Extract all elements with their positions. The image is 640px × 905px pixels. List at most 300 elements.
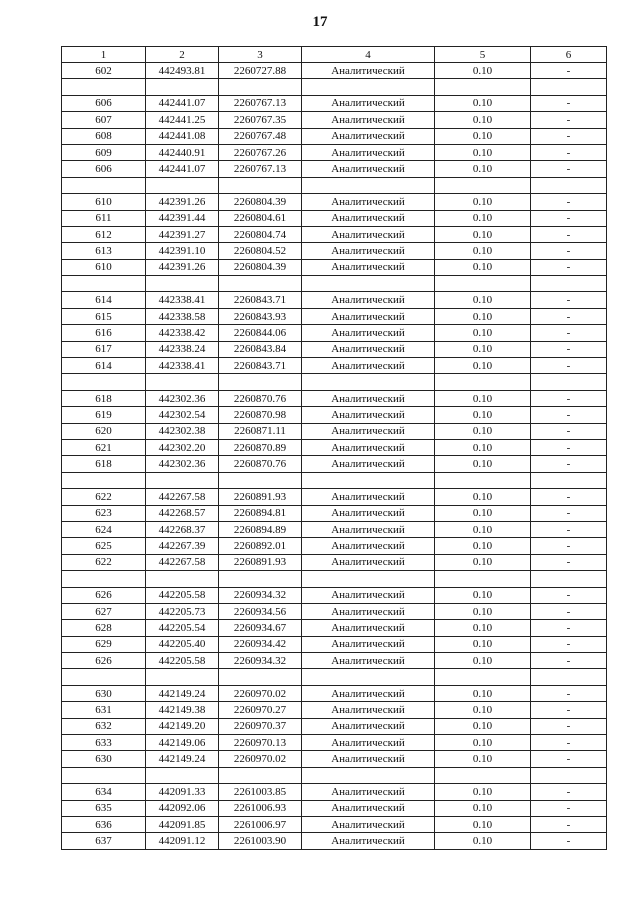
point-number-cell: 635	[62, 800, 146, 816]
x-coordinate-cell: 442268.57	[146, 505, 219, 521]
table-row	[62, 144, 607, 160]
accuracy-cell: 0.10	[435, 653, 531, 669]
accuracy-cell	[435, 669, 531, 685]
y-coordinate-cell: 2260843.84	[219, 341, 302, 357]
x-coordinate-cell: 442268.37	[146, 521, 219, 537]
method-cell: Аналитический	[302, 308, 435, 324]
note-cell	[531, 79, 607, 95]
y-coordinate-cell: 2261003.90	[219, 833, 302, 849]
x-coordinate-cell: 442205.40	[146, 636, 219, 652]
note-cell: -	[531, 636, 607, 652]
point-number-cell	[62, 374, 146, 390]
note-cell: -	[531, 554, 607, 570]
note-cell: -	[531, 112, 607, 128]
note-cell: -	[531, 521, 607, 537]
x-coordinate-cell: 442205.58	[146, 587, 219, 603]
accuracy-cell	[435, 472, 531, 488]
method-cell: Аналитический	[302, 505, 435, 521]
point-number-cell: 606	[62, 161, 146, 177]
accuracy-cell: 0.10	[435, 702, 531, 718]
table-row	[62, 800, 607, 816]
point-number-cell: 625	[62, 538, 146, 554]
accuracy-cell: 0.10	[435, 292, 531, 308]
note-cell: -	[531, 95, 607, 111]
method-cell: Аналитический	[302, 144, 435, 160]
header-row	[62, 47, 607, 63]
y-coordinate-cell: 2260970.27	[219, 702, 302, 718]
method-cell: Аналитический	[302, 112, 435, 128]
note-cell: -	[531, 718, 607, 734]
note-cell: -	[531, 292, 607, 308]
table-row	[62, 521, 607, 537]
point-number-cell	[62, 79, 146, 95]
table-row	[62, 210, 607, 226]
point-number-cell: 632	[62, 718, 146, 734]
y-coordinate-cell: 2260843.93	[219, 308, 302, 324]
note-cell: -	[531, 259, 607, 275]
note-cell: -	[531, 161, 607, 177]
method-cell: Аналитический	[302, 341, 435, 357]
x-coordinate-cell	[146, 767, 219, 783]
note-cell	[531, 767, 607, 783]
point-number-cell	[62, 472, 146, 488]
accuracy-cell: 0.10	[435, 112, 531, 128]
x-coordinate-cell: 442302.36	[146, 390, 219, 406]
table-row	[62, 128, 607, 144]
note-cell	[531, 374, 607, 390]
y-coordinate-cell: 2260804.39	[219, 194, 302, 210]
accuracy-cell: 0.10	[435, 407, 531, 423]
point-number-cell: 628	[62, 620, 146, 636]
y-coordinate-cell	[219, 374, 302, 390]
table-row	[62, 423, 607, 439]
method-cell: Аналитический	[302, 538, 435, 554]
x-coordinate-cell: 442302.38	[146, 423, 219, 439]
accuracy-cell	[435, 79, 531, 95]
accuracy-cell: 0.10	[435, 226, 531, 242]
accuracy-cell: 0.10	[435, 505, 531, 521]
note-cell: -	[531, 538, 607, 554]
accuracy-cell: 0.10	[435, 816, 531, 832]
x-coordinate-cell	[146, 276, 219, 292]
note-cell: -	[531, 833, 607, 849]
note-cell: -	[531, 128, 607, 144]
x-coordinate-cell	[146, 669, 219, 685]
method-cell: Аналитический	[302, 95, 435, 111]
note-cell: -	[531, 751, 607, 767]
note-cell	[531, 669, 607, 685]
method-cell	[302, 472, 435, 488]
note-cell: -	[531, 685, 607, 701]
note-cell: -	[531, 784, 607, 800]
method-cell: Аналитический	[302, 161, 435, 177]
accuracy-cell	[435, 374, 531, 390]
y-coordinate-cell: 2260804.74	[219, 226, 302, 242]
x-coordinate-cell: 442267.58	[146, 554, 219, 570]
x-coordinate-cell: 442391.44	[146, 210, 219, 226]
note-cell: -	[531, 226, 607, 242]
table-row	[62, 390, 607, 406]
accuracy-cell: 0.10	[435, 489, 531, 505]
y-coordinate-cell: 2260843.71	[219, 358, 302, 374]
x-coordinate-cell: 442205.58	[146, 653, 219, 669]
x-coordinate-cell: 442302.36	[146, 456, 219, 472]
table-row	[62, 226, 607, 242]
table-row	[62, 833, 607, 849]
table-row	[62, 112, 607, 128]
note-cell: -	[531, 505, 607, 521]
x-coordinate-cell: 442267.39	[146, 538, 219, 554]
y-coordinate-cell: 2260934.56	[219, 603, 302, 619]
method-cell	[302, 767, 435, 783]
x-coordinate-cell: 442267.58	[146, 489, 219, 505]
y-coordinate-cell: 2260767.26	[219, 144, 302, 160]
table-row	[62, 358, 607, 374]
method-cell: Аналитический	[302, 718, 435, 734]
method-cell	[302, 79, 435, 95]
note-cell: -	[531, 439, 607, 455]
point-number-cell: 633	[62, 735, 146, 751]
x-coordinate-cell	[146, 374, 219, 390]
point-number-cell: 610	[62, 194, 146, 210]
note-cell: -	[531, 63, 607, 79]
y-coordinate-cell: 2260892.01	[219, 538, 302, 554]
accuracy-cell: 0.10	[435, 341, 531, 357]
table-row	[62, 554, 607, 570]
point-number-cell: 630	[62, 685, 146, 701]
table-row	[62, 407, 607, 423]
x-coordinate-cell: 442092.06	[146, 800, 219, 816]
accuracy-cell: 0.10	[435, 587, 531, 603]
y-coordinate-cell: 2261006.97	[219, 816, 302, 832]
table-row	[62, 718, 607, 734]
note-cell: -	[531, 653, 607, 669]
x-coordinate-cell: 442440.91	[146, 144, 219, 160]
point-number-cell: 618	[62, 456, 146, 472]
accuracy-cell: 0.10	[435, 95, 531, 111]
method-cell: Аналитический	[302, 554, 435, 570]
accuracy-cell	[435, 571, 531, 587]
point-number-cell: 623	[62, 505, 146, 521]
method-cell	[302, 571, 435, 587]
accuracy-cell: 0.10	[435, 554, 531, 570]
method-cell: Аналитический	[302, 685, 435, 701]
accuracy-cell: 0.10	[435, 800, 531, 816]
x-coordinate-cell	[146, 177, 219, 193]
table-row	[62, 505, 607, 521]
point-number-cell: 626	[62, 653, 146, 669]
accuracy-cell: 0.10	[435, 456, 531, 472]
table-row	[62, 620, 607, 636]
y-coordinate-cell: 2260970.02	[219, 751, 302, 767]
point-number-cell: 622	[62, 554, 146, 570]
x-coordinate-cell: 442391.26	[146, 259, 219, 275]
method-cell: Аналитический	[302, 63, 435, 79]
accuracy-cell: 0.10	[435, 128, 531, 144]
column-header: 6	[531, 47, 607, 63]
x-coordinate-cell: 442149.20	[146, 718, 219, 734]
accuracy-cell: 0.10	[435, 439, 531, 455]
x-coordinate-cell: 442338.42	[146, 325, 219, 341]
method-cell: Аналитический	[302, 833, 435, 849]
y-coordinate-cell: 2260804.61	[219, 210, 302, 226]
point-number-cell: 610	[62, 259, 146, 275]
x-coordinate-cell: 442149.24	[146, 751, 219, 767]
point-number-cell: 602	[62, 63, 146, 79]
point-number-cell: 621	[62, 439, 146, 455]
x-coordinate-cell: 442441.07	[146, 161, 219, 177]
x-coordinate-cell	[146, 571, 219, 587]
note-cell: -	[531, 308, 607, 324]
y-coordinate-cell: 2260767.13	[219, 95, 302, 111]
accuracy-cell: 0.10	[435, 538, 531, 554]
x-coordinate-cell: 442091.12	[146, 833, 219, 849]
note-cell: -	[531, 423, 607, 439]
x-coordinate-cell: 442391.10	[146, 243, 219, 259]
table-row	[62, 767, 607, 783]
method-cell: Аналитический	[302, 489, 435, 505]
column-header: 2	[146, 47, 219, 63]
note-cell	[531, 276, 607, 292]
table-row	[62, 816, 607, 832]
method-cell: Аналитический	[302, 751, 435, 767]
note-cell: -	[531, 194, 607, 210]
point-number-cell: 616	[62, 325, 146, 341]
x-coordinate-cell: 442338.41	[146, 358, 219, 374]
point-number-cell	[62, 767, 146, 783]
y-coordinate-cell: 2260871.11	[219, 423, 302, 439]
y-coordinate-cell	[219, 669, 302, 685]
page-number: 17	[312, 14, 328, 30]
point-number-cell: 607	[62, 112, 146, 128]
x-coordinate-cell: 442338.58	[146, 308, 219, 324]
y-coordinate-cell: 2261003.85	[219, 784, 302, 800]
x-coordinate-cell: 442302.20	[146, 439, 219, 455]
note-cell	[531, 571, 607, 587]
table-row	[62, 685, 607, 701]
x-coordinate-cell: 442205.54	[146, 620, 219, 636]
method-cell: Аналитический	[302, 210, 435, 226]
y-coordinate-cell: 2260844.06	[219, 325, 302, 341]
method-cell	[302, 276, 435, 292]
note-cell: -	[531, 735, 607, 751]
point-number-cell: 624	[62, 521, 146, 537]
y-coordinate-cell	[219, 571, 302, 587]
table-row	[62, 603, 607, 619]
y-coordinate-cell: 2260934.32	[219, 653, 302, 669]
y-coordinate-cell: 2260767.48	[219, 128, 302, 144]
y-coordinate-cell: 2260870.76	[219, 390, 302, 406]
column-header: 1	[62, 47, 146, 63]
point-number-cell: 609	[62, 144, 146, 160]
method-cell: Аналитический	[302, 816, 435, 832]
table-row	[62, 341, 607, 357]
table-row	[62, 161, 607, 177]
y-coordinate-cell: 2260970.13	[219, 735, 302, 751]
method-cell: Аналитический	[302, 587, 435, 603]
accuracy-cell: 0.10	[435, 259, 531, 275]
method-cell: Аналитический	[302, 194, 435, 210]
point-number-cell: 620	[62, 423, 146, 439]
note-cell	[531, 472, 607, 488]
point-number-cell: 634	[62, 784, 146, 800]
point-number-cell: 608	[62, 128, 146, 144]
accuracy-cell: 0.10	[435, 144, 531, 160]
method-cell	[302, 177, 435, 193]
accuracy-cell: 0.10	[435, 308, 531, 324]
table-row	[62, 276, 607, 292]
accuracy-cell: 0.10	[435, 603, 531, 619]
point-number-cell: 627	[62, 603, 146, 619]
y-coordinate-cell: 2260891.93	[219, 554, 302, 570]
column-header: 3	[219, 47, 302, 63]
table-row	[62, 259, 607, 275]
x-coordinate-cell	[146, 79, 219, 95]
note-cell: -	[531, 358, 607, 374]
note-cell: -	[531, 210, 607, 226]
x-coordinate-cell: 442391.26	[146, 194, 219, 210]
accuracy-cell: 0.10	[435, 685, 531, 701]
note-cell: -	[531, 407, 607, 423]
method-cell: Аналитический	[302, 456, 435, 472]
accuracy-cell: 0.10	[435, 423, 531, 439]
note-cell: -	[531, 603, 607, 619]
accuracy-cell: 0.10	[435, 636, 531, 652]
method-cell: Аналитический	[302, 325, 435, 341]
x-coordinate-cell: 442441.08	[146, 128, 219, 144]
y-coordinate-cell: 2260870.76	[219, 456, 302, 472]
column-header: 5	[435, 47, 531, 63]
method-cell: Аналитический	[302, 407, 435, 423]
accuracy-cell	[435, 276, 531, 292]
y-coordinate-cell: 2260970.37	[219, 718, 302, 734]
method-cell: Аналитический	[302, 702, 435, 718]
note-cell: -	[531, 816, 607, 832]
y-coordinate-cell: 2260894.89	[219, 521, 302, 537]
note-cell: -	[531, 702, 607, 718]
point-number-cell	[62, 669, 146, 685]
accuracy-cell: 0.10	[435, 620, 531, 636]
y-coordinate-cell	[219, 79, 302, 95]
method-cell: Аналитический	[302, 292, 435, 308]
x-coordinate-cell: 442149.38	[146, 702, 219, 718]
y-coordinate-cell: 2260870.89	[219, 439, 302, 455]
method-cell: Аналитический	[302, 259, 435, 275]
y-coordinate-cell: 2260970.02	[219, 685, 302, 701]
table-row	[62, 636, 607, 652]
note-cell: -	[531, 800, 607, 816]
point-number-cell: 606	[62, 95, 146, 111]
method-cell: Аналитический	[302, 439, 435, 455]
accuracy-cell: 0.10	[435, 735, 531, 751]
point-number-cell: 630	[62, 751, 146, 767]
y-coordinate-cell	[219, 177, 302, 193]
point-number-cell: 615	[62, 308, 146, 324]
accuracy-cell: 0.10	[435, 751, 531, 767]
note-cell: -	[531, 489, 607, 505]
table-row	[62, 194, 607, 210]
x-coordinate-cell: 442338.24	[146, 341, 219, 357]
x-coordinate-cell	[146, 472, 219, 488]
table-row	[62, 177, 607, 193]
method-cell: Аналитический	[302, 735, 435, 751]
table-header	[62, 47, 607, 63]
point-number-cell	[62, 177, 146, 193]
note-cell: -	[531, 341, 607, 357]
method-cell	[302, 669, 435, 685]
note-cell: -	[531, 587, 607, 603]
coordinates-table	[61, 46, 607, 850]
x-coordinate-cell: 442441.25	[146, 112, 219, 128]
table-row	[62, 374, 607, 390]
y-coordinate-cell: 2260891.93	[219, 489, 302, 505]
accuracy-cell: 0.10	[435, 358, 531, 374]
method-cell: Аналитический	[302, 390, 435, 406]
x-coordinate-cell: 442149.24	[146, 685, 219, 701]
note-cell: -	[531, 144, 607, 160]
point-number-cell	[62, 276, 146, 292]
point-number-cell: 611	[62, 210, 146, 226]
point-number-cell: 619	[62, 407, 146, 423]
table-row	[62, 456, 607, 472]
point-number-cell: 614	[62, 358, 146, 374]
accuracy-cell: 0.10	[435, 390, 531, 406]
accuracy-cell	[435, 177, 531, 193]
method-cell	[302, 374, 435, 390]
table-row	[62, 571, 607, 587]
method-cell: Аналитический	[302, 653, 435, 669]
accuracy-cell: 0.10	[435, 521, 531, 537]
table-row	[62, 63, 607, 79]
method-cell: Аналитический	[302, 603, 435, 619]
table-row	[62, 325, 607, 341]
table-row	[62, 292, 607, 308]
table-row	[62, 79, 607, 95]
accuracy-cell: 0.10	[435, 194, 531, 210]
x-coordinate-cell: 442205.73	[146, 603, 219, 619]
y-coordinate-cell: 2260727.88	[219, 63, 302, 79]
point-number-cell: 614	[62, 292, 146, 308]
accuracy-cell	[435, 767, 531, 783]
accuracy-cell: 0.10	[435, 63, 531, 79]
method-cell: Аналитический	[302, 243, 435, 259]
point-number-cell	[62, 571, 146, 587]
note-cell: -	[531, 243, 607, 259]
method-cell: Аналитический	[302, 358, 435, 374]
point-number-cell: 612	[62, 226, 146, 242]
accuracy-cell: 0.10	[435, 243, 531, 259]
x-coordinate-cell: 442302.54	[146, 407, 219, 423]
y-coordinate-cell: 2261006.93	[219, 800, 302, 816]
accuracy-cell: 0.10	[435, 210, 531, 226]
method-cell: Аналитический	[302, 620, 435, 636]
accuracy-cell: 0.10	[435, 833, 531, 849]
method-cell: Аналитический	[302, 800, 435, 816]
method-cell: Аналитический	[302, 226, 435, 242]
table-row	[62, 784, 607, 800]
x-coordinate-cell: 442493.81	[146, 63, 219, 79]
table-row	[62, 489, 607, 505]
x-coordinate-cell: 442391.27	[146, 226, 219, 242]
y-coordinate-cell: 2260894.81	[219, 505, 302, 521]
y-coordinate-cell: 2260870.98	[219, 407, 302, 423]
point-number-cell: 629	[62, 636, 146, 652]
x-coordinate-cell: 442441.07	[146, 95, 219, 111]
method-cell: Аналитический	[302, 521, 435, 537]
x-coordinate-cell: 442091.85	[146, 816, 219, 832]
method-cell: Аналитический	[302, 636, 435, 652]
table-row	[62, 669, 607, 685]
